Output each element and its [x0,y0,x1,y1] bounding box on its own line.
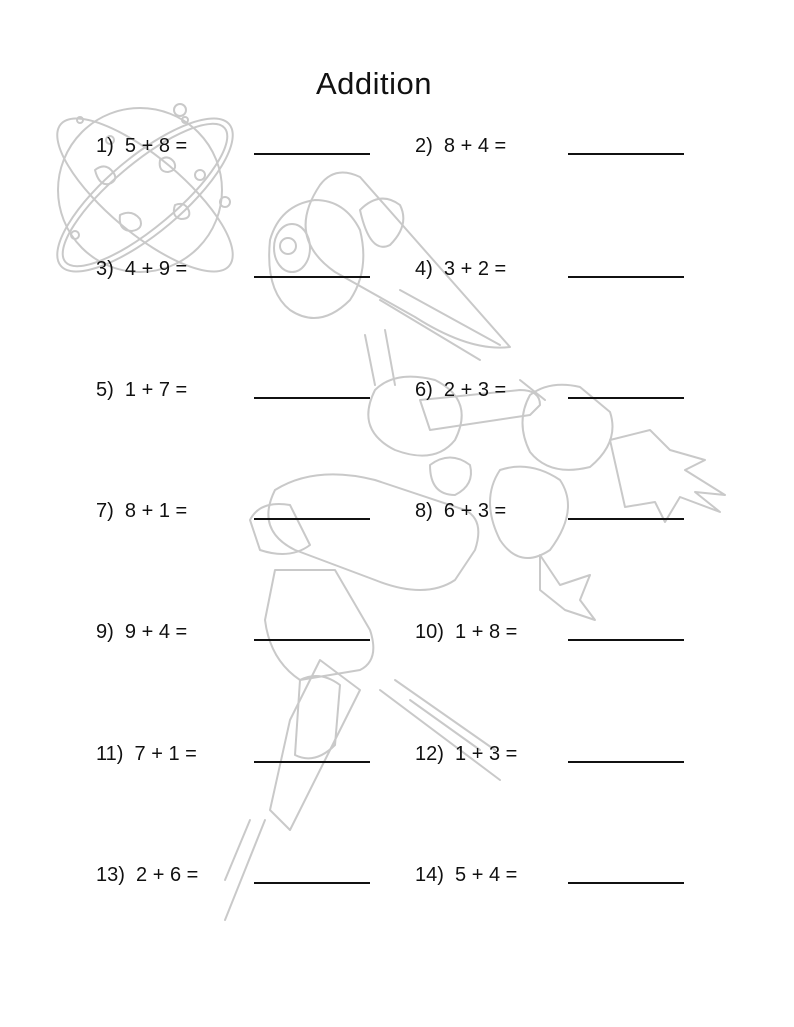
problem-item [415,496,745,526]
problem-text [415,375,506,405]
problem-number: 13) [96,864,125,886]
problem-number: 14) [415,864,444,886]
problem-text [96,254,187,284]
answer-blank[interactable] [568,397,684,399]
problem-item [96,860,426,890]
answer-blank[interactable] [254,153,370,155]
problem-expression: 1 + 7 = [124,379,188,401]
answer-blank[interactable] [254,882,370,884]
robot-illustration [225,173,725,921]
problem-number: 12) [415,743,444,765]
problem-expression: 8 + 4 = [443,135,507,157]
problem-number: 7) [96,500,114,522]
problem-text [415,739,517,769]
problem-number: 2) [415,135,433,157]
problem-text [415,254,506,284]
problem-number: 5) [96,379,114,401]
problem-item [415,617,745,647]
problem-text [96,375,187,405]
problem-item [96,496,426,526]
problem-expression: 1 + 3 = [455,743,518,765]
answer-blank[interactable] [568,882,684,884]
problem-text [415,131,506,161]
answer-blank[interactable] [254,761,370,763]
problem-expression: 5 + 4 = [455,864,518,886]
problem-item [415,254,745,284]
problem-item [96,375,426,405]
answer-blank[interactable] [254,639,370,641]
answer-blank[interactable] [568,153,684,155]
answer-blank[interactable] [254,397,370,399]
problem-expression: 3 + 2 = [443,258,507,280]
problem-text [96,131,187,161]
problem-expression: 6 + 3 = [443,500,507,522]
problem-number: 9) [96,621,114,643]
problem-expression: 4 + 9 = [124,258,188,280]
problem-expression: 2 + 6 = [136,864,199,886]
problem-item [96,131,426,161]
problem-number: 4) [415,258,433,280]
problem-number: 6) [415,379,433,401]
problem-number: 3) [96,258,114,280]
problem-expression: 9 + 4 = [124,621,188,643]
problem-text [96,617,187,647]
problem-item [415,375,745,405]
problem-expression: 8 + 1 = [124,500,188,522]
problem-item [415,131,745,161]
answer-blank[interactable] [568,518,684,520]
problem-item [415,860,745,890]
answer-blank[interactable] [568,276,684,278]
problem-expression: 5 + 8 = [124,135,188,157]
problem-text [96,860,198,890]
answer-blank[interactable] [254,276,370,278]
problem-item [96,254,426,284]
problem-number: 10) [415,621,444,643]
problem-expression: 2 + 3 = [443,379,507,401]
problem-text [96,496,187,526]
problem-item [96,739,426,769]
problem-text [96,739,197,769]
problem-number: 8) [415,500,433,522]
answer-blank[interactable] [254,518,370,520]
problem-number: 11) [96,743,124,765]
problem-text [415,496,506,526]
problem-text [415,617,517,647]
answer-blank[interactable] [568,761,684,763]
problem-item [96,617,426,647]
problem-number: 1) [96,135,114,157]
problem-text [415,860,517,890]
page-title: Addition [315,66,433,101]
problem-item [415,739,745,769]
answer-blank[interactable] [568,639,684,641]
problem-expression: 7 + 1 = [134,743,197,765]
problem-expression: 1 + 8 = [455,621,518,643]
